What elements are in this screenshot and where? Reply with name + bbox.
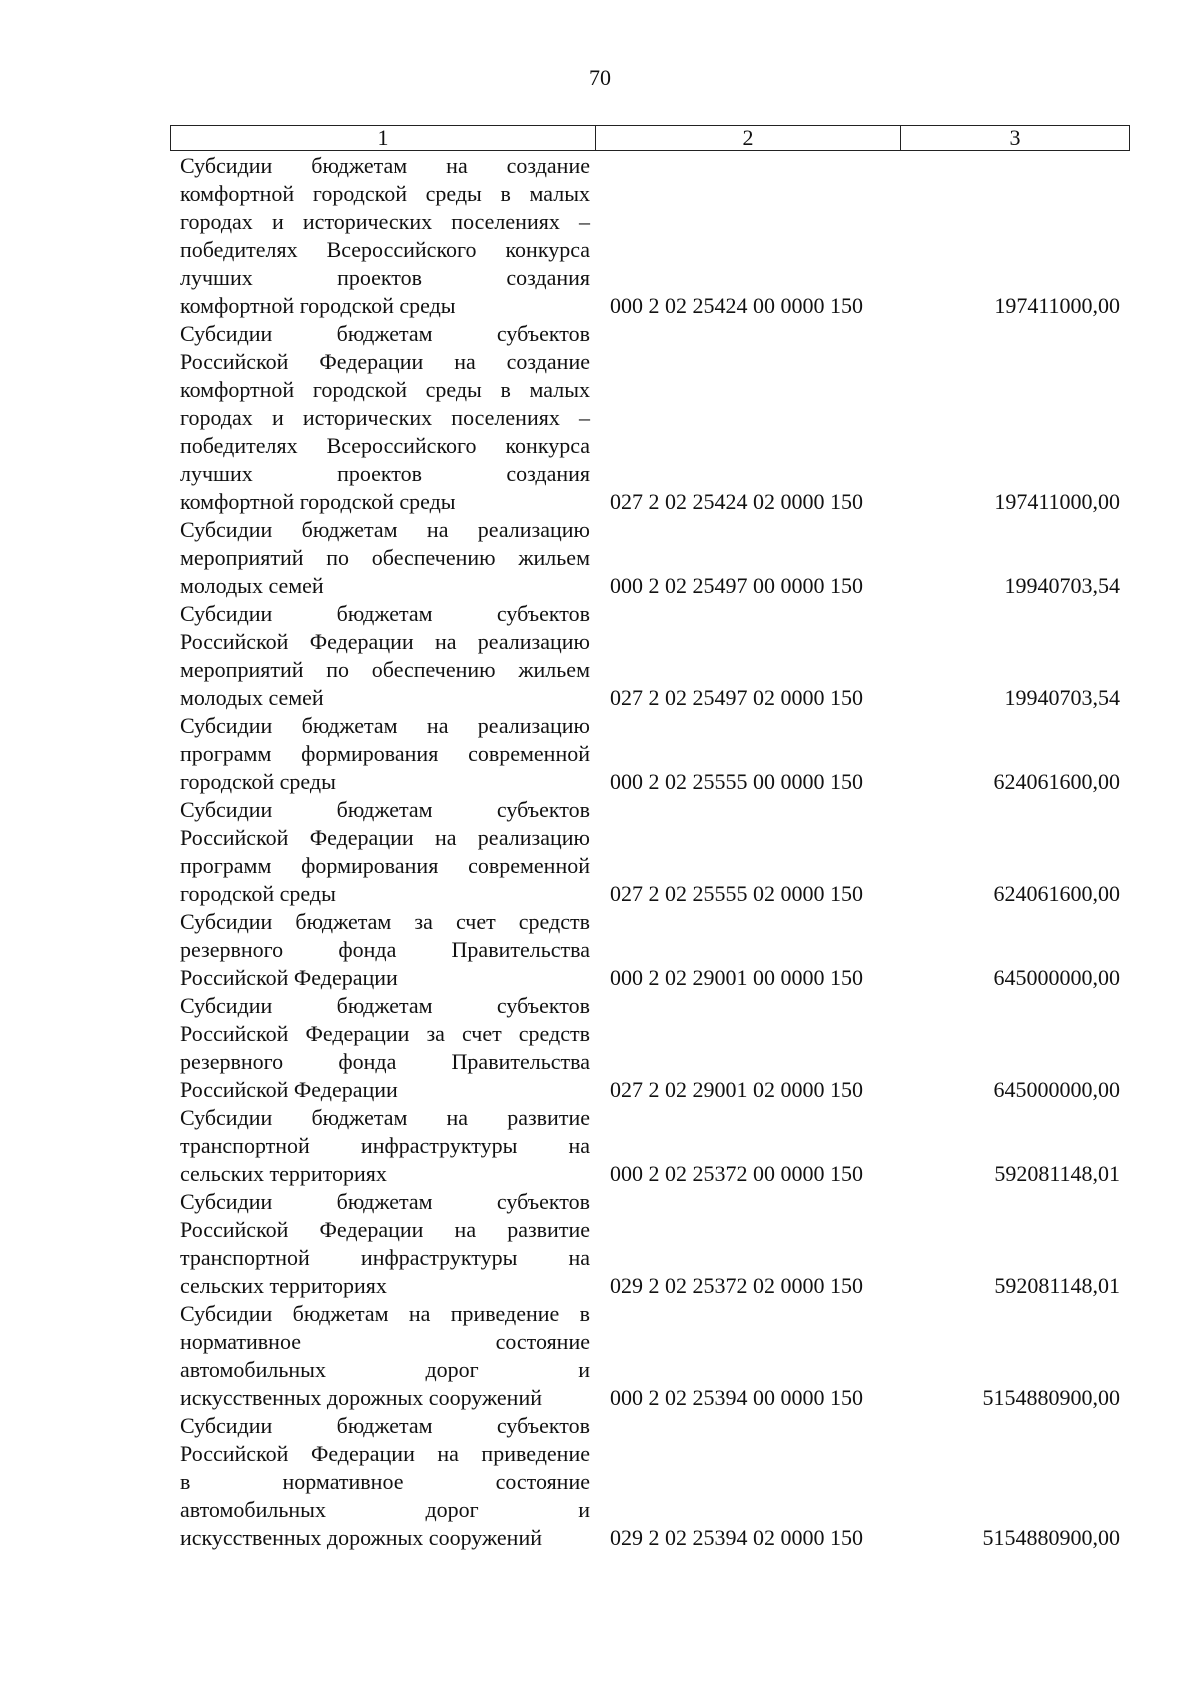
table-header-col-2: 2 <box>596 126 901 150</box>
row-description <box>180 1104 590 1188</box>
row-description-line: программ формирования современной <box>180 741 590 766</box>
row-amount: 645000000,00 <box>993 1077 1120 1102</box>
row-amount: 19940703,54 <box>1004 573 1120 598</box>
row-amount: 19940703,54 <box>1004 685 1120 710</box>
row-description-line: молодых семей <box>180 685 324 710</box>
row-description-line: Российской Федерации на создание <box>180 349 590 374</box>
row-description-line: мероприятий по обеспечению жильем <box>180 657 590 682</box>
row-description-line: Субсидии бюджетам субъектов <box>180 993 590 1018</box>
row-description-line: комфортной городской среды в малых <box>180 181 590 206</box>
row-description-line: автомобильных дорог и <box>180 1357 590 1382</box>
table-row <box>180 1104 1120 1188</box>
row-description-line: программ формирования современной <box>180 853 590 878</box>
row-amount: 197411000,00 <box>994 489 1120 514</box>
row-code: 000 2 02 25394 00 0000 150 <box>610 1385 863 1410</box>
row-code: 029 2 02 25394 02 0000 150 <box>610 1525 863 1550</box>
table-header <box>170 125 1130 151</box>
row-description-line: Российской Федерации <box>180 965 398 990</box>
row-description-line: Российской Федерации <box>180 1077 398 1102</box>
row-code: 027 2 02 25555 02 0000 150 <box>610 881 863 906</box>
row-description-line: резервного фонда Правительства <box>180 937 590 962</box>
row-code: 027 2 02 25424 02 0000 150 <box>610 489 863 514</box>
row-code: 000 2 02 25555 00 0000 150 <box>610 769 863 794</box>
row-description <box>180 600 590 712</box>
row-description <box>180 908 590 992</box>
row-description <box>180 320 590 516</box>
row-description-line: нормативное состояние <box>180 1329 590 1354</box>
table-row <box>180 516 1120 600</box>
row-description-line: Субсидии бюджетам субъектов <box>180 321 590 346</box>
table-body <box>180 152 1120 1552</box>
row-description-line: победителях Всероссийского конкурса <box>180 237 590 262</box>
row-description <box>180 152 590 320</box>
row-amount: 592081148,01 <box>994 1273 1120 1298</box>
row-code: 000 2 02 25372 00 0000 150 <box>610 1161 863 1186</box>
row-description-line: молодых семей <box>180 573 324 598</box>
row-description-line: транспортной инфраструктуры на <box>180 1133 590 1158</box>
row-description-line: Субсидии бюджетам на приведение в <box>180 1301 590 1326</box>
row-code: 000 2 02 25424 00 0000 150 <box>610 293 863 318</box>
row-description-line: Субсидии бюджетам на реализацию <box>180 517 590 542</box>
row-code: 027 2 02 29001 02 0000 150 <box>610 1077 863 1102</box>
table-row <box>180 152 1120 320</box>
row-amount: 624061600,00 <box>993 881 1120 906</box>
row-description-line: Субсидии бюджетам на создание <box>180 153 590 178</box>
row-code: 000 2 02 25497 00 0000 150 <box>610 573 863 598</box>
row-amount: 5154880900,00 <box>982 1525 1120 1550</box>
row-description-line: Российской Федерации за счет средств <box>180 1021 590 1046</box>
row-description <box>180 712 590 796</box>
row-description-line: резервного фонда Правительства <box>180 1049 590 1074</box>
row-description <box>180 796 590 908</box>
table-row <box>180 320 1120 516</box>
row-amount: 197411000,00 <box>994 293 1120 318</box>
row-description-line: комфортной городской среды <box>180 489 456 514</box>
row-description-line: лучших проектов создания <box>180 461 590 486</box>
row-description-line: комфортной городской среды <box>180 293 456 318</box>
row-description-line: искусственных дорожных сооружений <box>180 1525 542 1550</box>
row-amount: 5154880900,00 <box>982 1385 1120 1410</box>
row-description <box>180 1412 590 1552</box>
row-description-line: автомобильных дорог и <box>180 1497 590 1522</box>
row-description <box>180 992 590 1104</box>
row-description-line: Субсидии бюджетам на развитие <box>180 1105 590 1130</box>
row-description-line: Субсидии бюджетам субъектов <box>180 601 590 626</box>
row-description-line: сельских территориях <box>180 1273 387 1298</box>
row-description-line: комфортной городской среды в малых <box>180 377 590 402</box>
row-description <box>180 516 590 600</box>
row-description-line: сельских территориях <box>180 1161 387 1186</box>
row-description-line: городах и исторических поселениях – <box>180 405 590 430</box>
row-description-line: городах и исторических поселениях – <box>180 209 590 234</box>
row-description <box>180 1300 590 1412</box>
row-code: 027 2 02 25497 02 0000 150 <box>610 685 863 710</box>
row-amount: 624061600,00 <box>993 769 1120 794</box>
row-description-line: победителях Всероссийского конкурса <box>180 433 590 458</box>
row-description-line: городской среды <box>180 881 336 906</box>
table-row <box>180 1188 1120 1300</box>
row-amount: 645000000,00 <box>993 965 1120 990</box>
row-description-line: Российской Федерации на приведение <box>180 1441 590 1466</box>
row-description-line: Субсидии бюджетам субъектов <box>180 1413 590 1438</box>
row-description-line: Субсидии бюджетам за счет средств <box>180 909 590 934</box>
row-description-line: мероприятий по обеспечению жильем <box>180 545 590 570</box>
row-amount: 592081148,01 <box>994 1161 1120 1186</box>
table-header-col-1: 1 <box>171 126 596 150</box>
row-description-line: лучших проектов создания <box>180 265 590 290</box>
row-description-line: искусственных дорожных сооружений <box>180 1385 542 1410</box>
table-row <box>180 600 1120 712</box>
row-code: 029 2 02 25372 02 0000 150 <box>610 1273 863 1298</box>
row-description-line: Российской Федерации на реализацию <box>180 629 590 654</box>
row-description-line: Субсидии бюджетам субъектов <box>180 1189 590 1214</box>
row-code: 000 2 02 29001 00 0000 150 <box>610 965 863 990</box>
page-number: 70 <box>589 65 611 90</box>
table-row <box>180 992 1120 1104</box>
table-header-col-3: 3 <box>1009 125 1021 150</box>
row-description-line: городской среды <box>180 769 336 794</box>
table-row <box>180 908 1120 992</box>
row-description-line: транспортной инфраструктуры на <box>180 1245 590 1270</box>
table-row <box>180 1300 1120 1412</box>
row-description-line: Российской Федерации на развитие <box>180 1217 590 1242</box>
row-description <box>180 1188 590 1300</box>
table-row <box>180 712 1120 796</box>
row-description-line: Субсидии бюджетам субъектов <box>180 797 590 822</box>
table-row <box>180 1412 1120 1552</box>
row-description-line: Субсидии бюджетам на реализацию <box>180 713 590 738</box>
row-description-line: Российской Федерации на реализацию <box>180 825 590 850</box>
row-description-line: в нормативное состояние <box>180 1469 590 1494</box>
table-row <box>180 796 1120 908</box>
